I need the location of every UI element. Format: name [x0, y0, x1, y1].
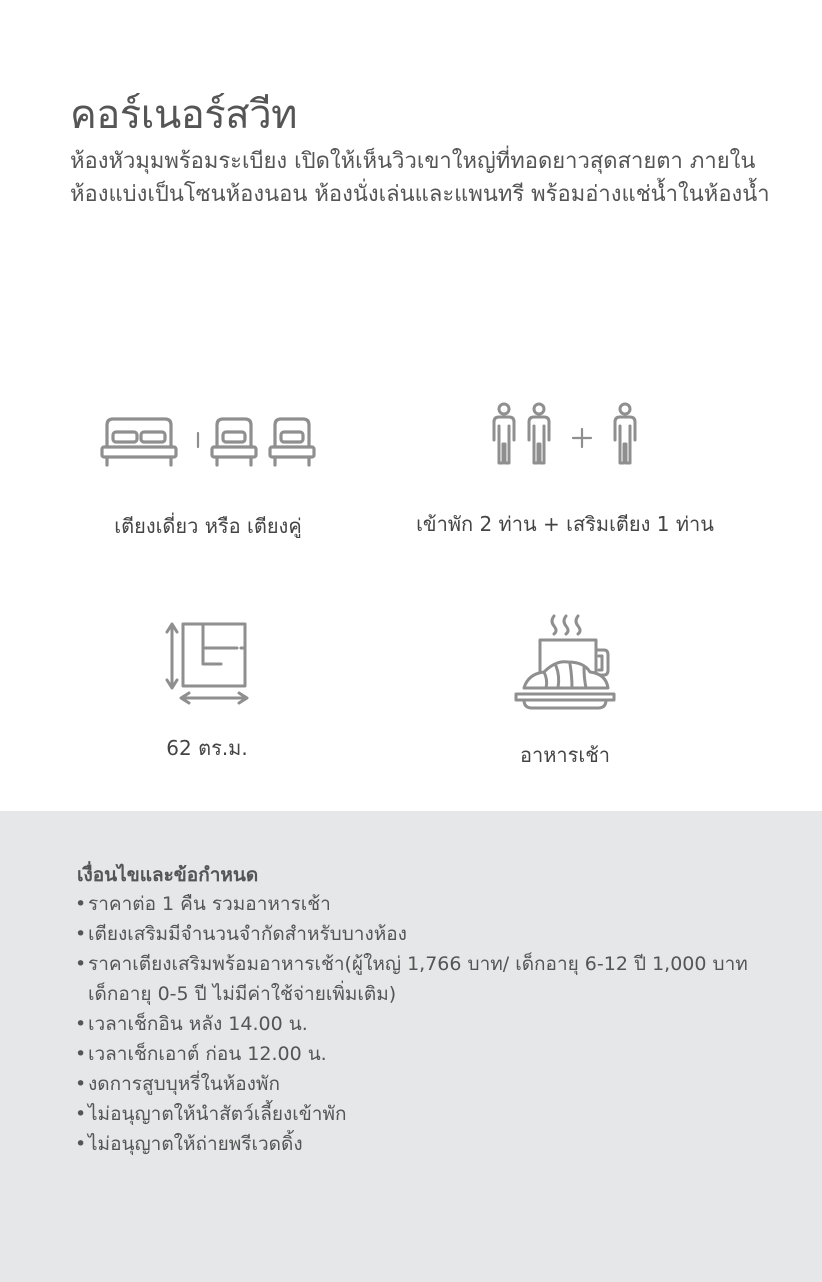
bed-icon: [93, 405, 323, 475]
terms-item-text: เวลาเช็กอิน หลัง 14.00 น.: [88, 1013, 308, 1035]
feature-size: [107, 618, 307, 764]
list-item: • ไม่อนุญาตให้ถ่ายพรีเวดดิ้ง: [75, 1133, 303, 1155]
feature-breakfast: [465, 612, 665, 771]
list-item: • งดการสูบบุหรี่ในห้องพัก: [75, 1073, 280, 1095]
guests-icon: [485, 400, 645, 470]
terms-item-text: ราคาเตียงเสริมพร้อมอาหารเช้า(ผู้ใหญ่ 1,766 บาท/ เด็กอายุ 6-12 ปี 1,000 บาท เด็กอายุ 0-5 ปี ไม่มีค่าใช้จ่ายเพิ่มเติม): [88, 953, 748, 1005]
room-title: คอร์เนอร์สวีท: [70, 92, 298, 138]
terms-title: เงื่อนไขและข้อกำหนด: [77, 864, 259, 886]
list-item: • เวลาเช็กเอาต์ ก่อน 12.00 น.: [75, 1043, 327, 1065]
terms-item-text: ไม่อนุญาตให้ถ่ายพรีเวดดิ้ง: [88, 1133, 303, 1155]
feature-breakfast-label: อาหารเช้า: [519, 743, 611, 767]
terms-item-text: ไม่อนุญาตให้นำสัตว์เลี้ยงเข้าพัก: [88, 1103, 347, 1125]
list-item: • ไม่อนุญาตให้นำสัตว์เลี้ยงเข้าพัก: [75, 1103, 347, 1125]
feature-beds: [88, 405, 328, 542]
terms-item-text: เวลาเช็กเอาต์ ก่อน 12.00 น.: [88, 1043, 327, 1065]
feature-guests-label: เข้าพัก 2 ท่าน + เสริมเตียง 1 ท่าน: [416, 512, 714, 536]
list-item: • เตียงเสริมมีจำนวนจำกัดสำหรับบางห้อง: [75, 923, 407, 945]
breakfast-icon: [510, 612, 620, 717]
feature-beds-label: เตียงเดี่ยว หรือ เตียงคู่: [114, 514, 302, 538]
floor-plan-icon: [157, 618, 257, 708]
terms-item-text: เตียงเสริมมีจำนวนจำกัดสำหรับบางห้อง: [88, 923, 407, 945]
feature-size-label: 62 ตร.ม.: [166, 736, 248, 760]
list-item: • ราคาเตียงเสริมพร้อมอาหารเช้า(ผู้ใหญ่ 1,766 บาท/ เด็กอายุ 6-12 ปี 1,000 บาท เด็กอายุ 0-5 ปี ไม่มีค่าใช้จ่ายเพิ่มเติม): [75, 953, 748, 1005]
room-description: ห้องหัวมุมพร้อมระเบียง เปิดให้เห็นวิวเขาใหญ่ที่ทอดยาวสุดสายตา ภายในห้องแบ่งเป็นโซนห้องนอน ห้องนั่งเล่นและแพนทรี พร้อมอ่างแช่น้ำในห้องน้ำ: [70, 149, 770, 207]
list-item: • ราคาต่อ 1 คืน รวมอาหารเช้า: [75, 893, 331, 915]
list-item: • เวลาเช็กอิน หลัง 14.00 น.: [75, 1013, 308, 1035]
feature-guests: [405, 400, 725, 540]
terms-section: [0, 811, 822, 1282]
terms-list: [75, 889, 775, 1159]
terms-item-text: ราคาต่อ 1 คืน รวมอาหารเช้า: [88, 893, 331, 915]
terms-item-text: งดการสูบบุหรี่ในห้องพัก: [88, 1073, 280, 1095]
